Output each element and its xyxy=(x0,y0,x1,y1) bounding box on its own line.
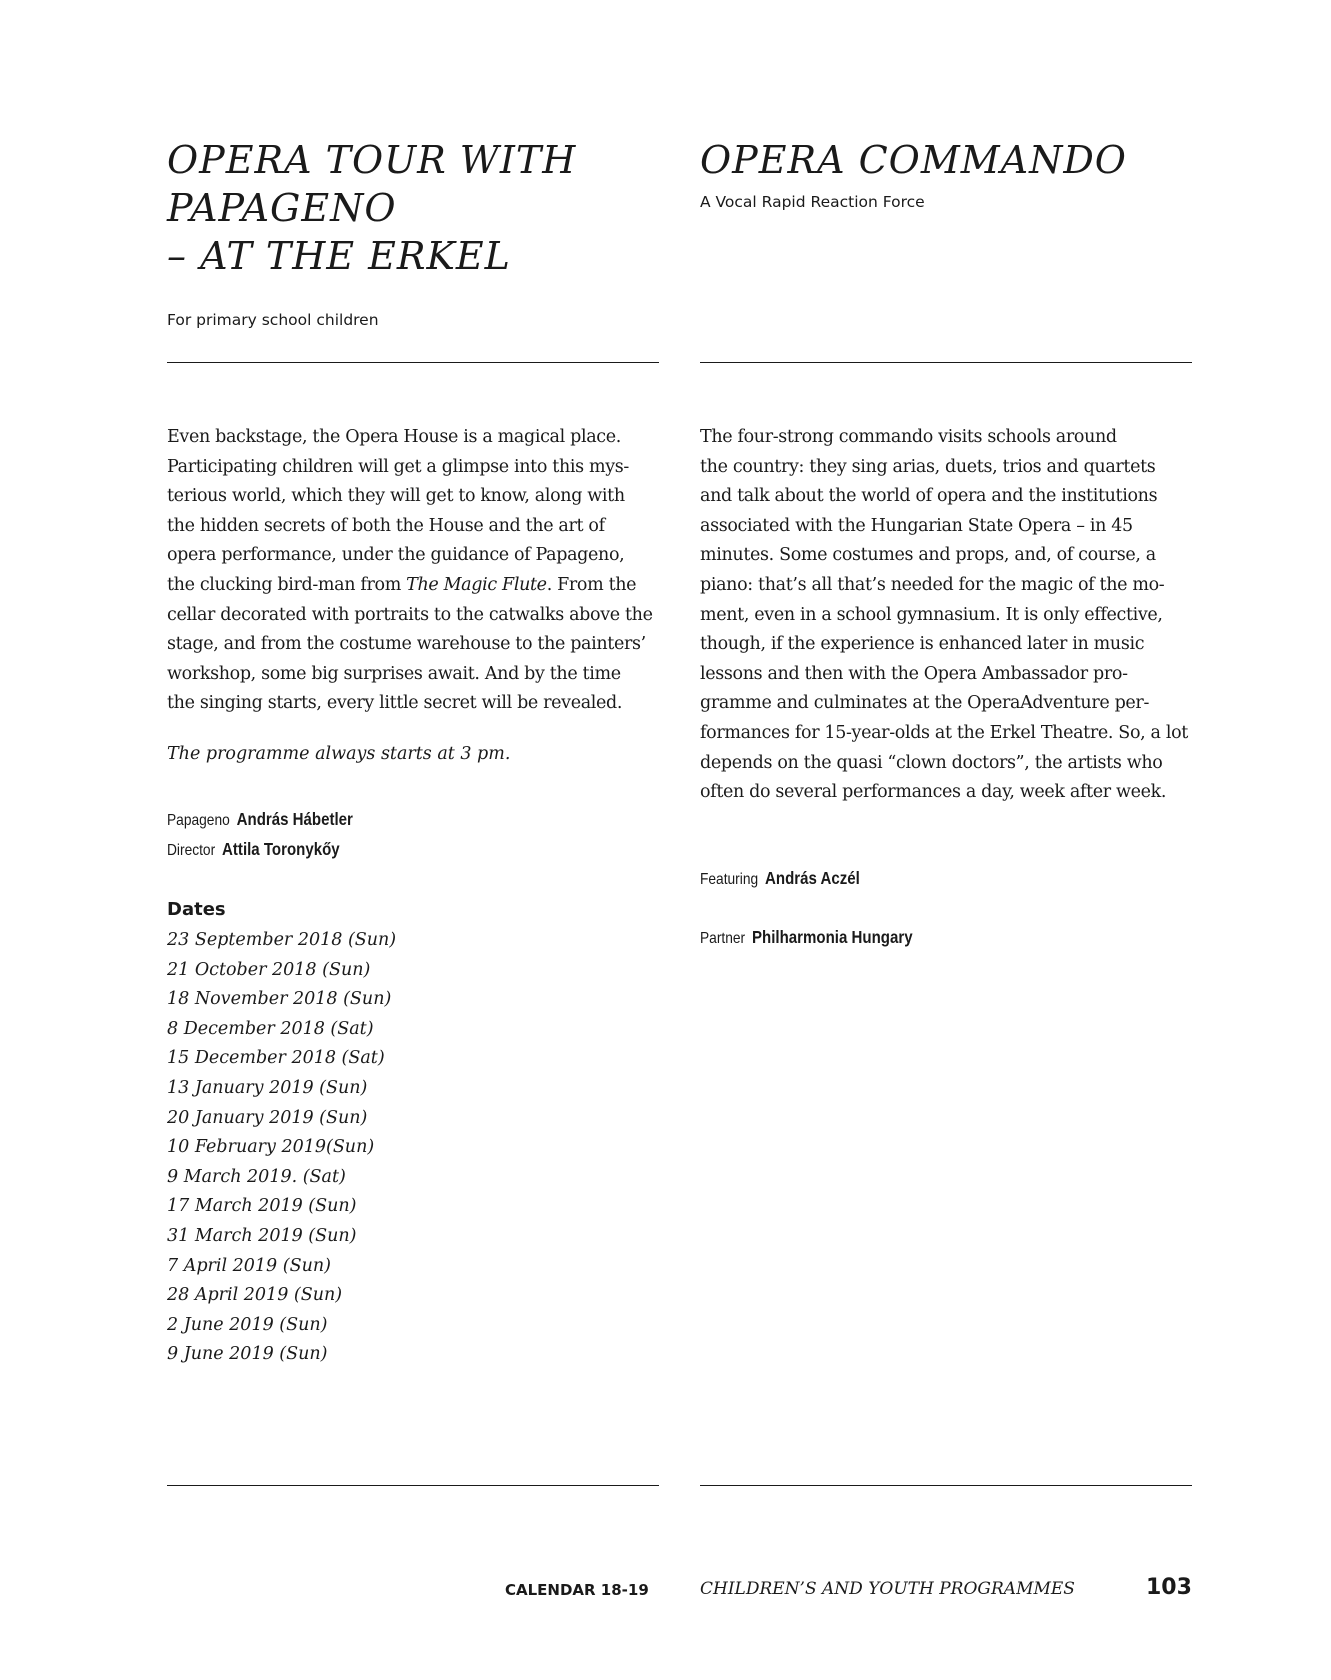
title-line: OPERA TOUR WITH xyxy=(167,138,577,182)
title-line: OPERA COMMANDO xyxy=(700,138,1127,182)
body-line: cellar decorated with portraits to the catwalks above the xyxy=(167,604,653,625)
date-item: 9 June 2019 (Sun) xyxy=(167,1344,328,1365)
body-line: piano: that’s all that’s needed for the magic of the mo- xyxy=(700,574,1165,595)
credit-director xyxy=(167,838,340,862)
date-item: 13 January 2019 (Sun) xyxy=(167,1077,368,1098)
body-line: stage, and from the costume warehouse to the painters’ xyxy=(167,634,646,655)
dates-list xyxy=(167,926,396,1370)
divider xyxy=(167,362,659,363)
date-item: 2 June 2019 (Sun) xyxy=(167,1314,328,1335)
left-article-title xyxy=(167,136,687,280)
divider xyxy=(700,1485,1192,1486)
body-line: opera performance, under the guidance of Papageno, xyxy=(167,545,625,566)
credit-name: Attila Toronykőy xyxy=(222,839,340,859)
credit-name: András Aczél xyxy=(765,868,860,888)
date-item: 18 November 2018 (Sun) xyxy=(167,989,392,1010)
credit-name: András Hábetler xyxy=(236,809,353,829)
date-item: 10 February 2019(Sun) xyxy=(167,1137,375,1158)
divider xyxy=(700,362,1192,363)
body-line: the singing starts, every little secret will be revealed. xyxy=(167,693,623,714)
programme-time-note: The programme always starts at 3 pm. xyxy=(167,744,511,764)
date-item: 28 April 2019 (Sun) xyxy=(167,1285,343,1306)
body-line: depends on the quasi “clown doctors”, the artists who xyxy=(700,752,1163,773)
body-line: ment, even in a school gymnasium. It is only effective, xyxy=(700,604,1163,625)
body-line: formances for 15-year-olds at the Erkel Theatre. So, a lot xyxy=(700,722,1188,743)
left-article-body xyxy=(167,423,687,719)
body-line: though, if the experience is enhanced later in music xyxy=(700,634,1145,655)
footer-calendar-label: CALENDAR 18-19 xyxy=(505,1581,649,1599)
date-item: 17 March 2019 (Sun) xyxy=(167,1196,357,1217)
divider xyxy=(167,1485,659,1486)
footer-section-title: CHILDREN’S AND YOUTH PROGRAMMES xyxy=(700,1579,1075,1599)
date-item: 15 December 2018 (Sat) xyxy=(167,1048,385,1069)
body-line: . From the xyxy=(546,574,637,595)
date-item: 31 March 2019 (Sun) xyxy=(167,1225,357,1246)
body-line: often do several performances a day, week after week. xyxy=(700,782,1167,803)
credit-role: Featuring xyxy=(700,871,759,888)
credit-role: Director xyxy=(167,842,216,859)
right-article-subtitle: A Vocal Rapid Reaction Force xyxy=(700,193,925,211)
body-line: lessons and then with the Opera Ambassador pro- xyxy=(700,663,1128,684)
credit-featuring xyxy=(700,867,860,891)
body-line: gramme and culminates at the OperaAdventure per- xyxy=(700,693,1150,714)
right-article-body xyxy=(700,423,1220,808)
body-line: The four-strong commando visits schools around xyxy=(700,427,1117,447)
credit-partner xyxy=(700,926,913,950)
credit-papageno xyxy=(167,808,353,832)
date-item: 7 April 2019 (Sun) xyxy=(167,1255,331,1276)
title-line: PAPAGENO xyxy=(167,186,397,230)
body-line: Even backstage, the Opera House is a magical place. xyxy=(167,427,621,447)
date-item: 9 March 2019. (Sat) xyxy=(167,1166,346,1187)
body-line: workshop, some big surprises await. And by the time xyxy=(167,663,621,684)
body-line: and talk about the world of opera and the institutions xyxy=(700,486,1158,507)
page-number: 103 xyxy=(1146,1575,1192,1600)
body-line: minutes. Some costumes and props, and, of course, a xyxy=(700,545,1156,566)
body-line: Participating children will get a glimpse into this mys- xyxy=(167,456,629,477)
date-item: 20 January 2019 (Sun) xyxy=(167,1107,368,1128)
date-item: 23 September 2018 (Sun) xyxy=(167,930,397,950)
left-article-subtitle: For primary school children xyxy=(167,311,379,329)
credit-role: Papageno xyxy=(167,812,230,829)
body-line: the country: they sing arias, duets, trios and quartets xyxy=(700,456,1156,477)
right-article-title xyxy=(700,136,1220,184)
body-line: the hidden secrets of both the House and the art of xyxy=(167,515,605,536)
body-line: the clucking bird-man from xyxy=(167,574,407,595)
date-item: 8 December 2018 (Sat) xyxy=(167,1018,374,1039)
credit-role: Partner xyxy=(700,930,746,947)
title-line: – AT THE ERKEL xyxy=(167,234,511,278)
dates-heading: Dates xyxy=(167,899,226,920)
credit-name: Philharmonia Hungary xyxy=(752,927,913,947)
page-footer xyxy=(0,1577,1331,1607)
opera-title: The Magic Flute xyxy=(406,574,547,595)
body-line: terious world, which they will get to know, along with xyxy=(167,486,625,507)
body-line: associated with the Hungarian State Opera – in 45 xyxy=(700,515,1133,536)
date-item: 21 October 2018 (Sun) xyxy=(167,959,371,980)
